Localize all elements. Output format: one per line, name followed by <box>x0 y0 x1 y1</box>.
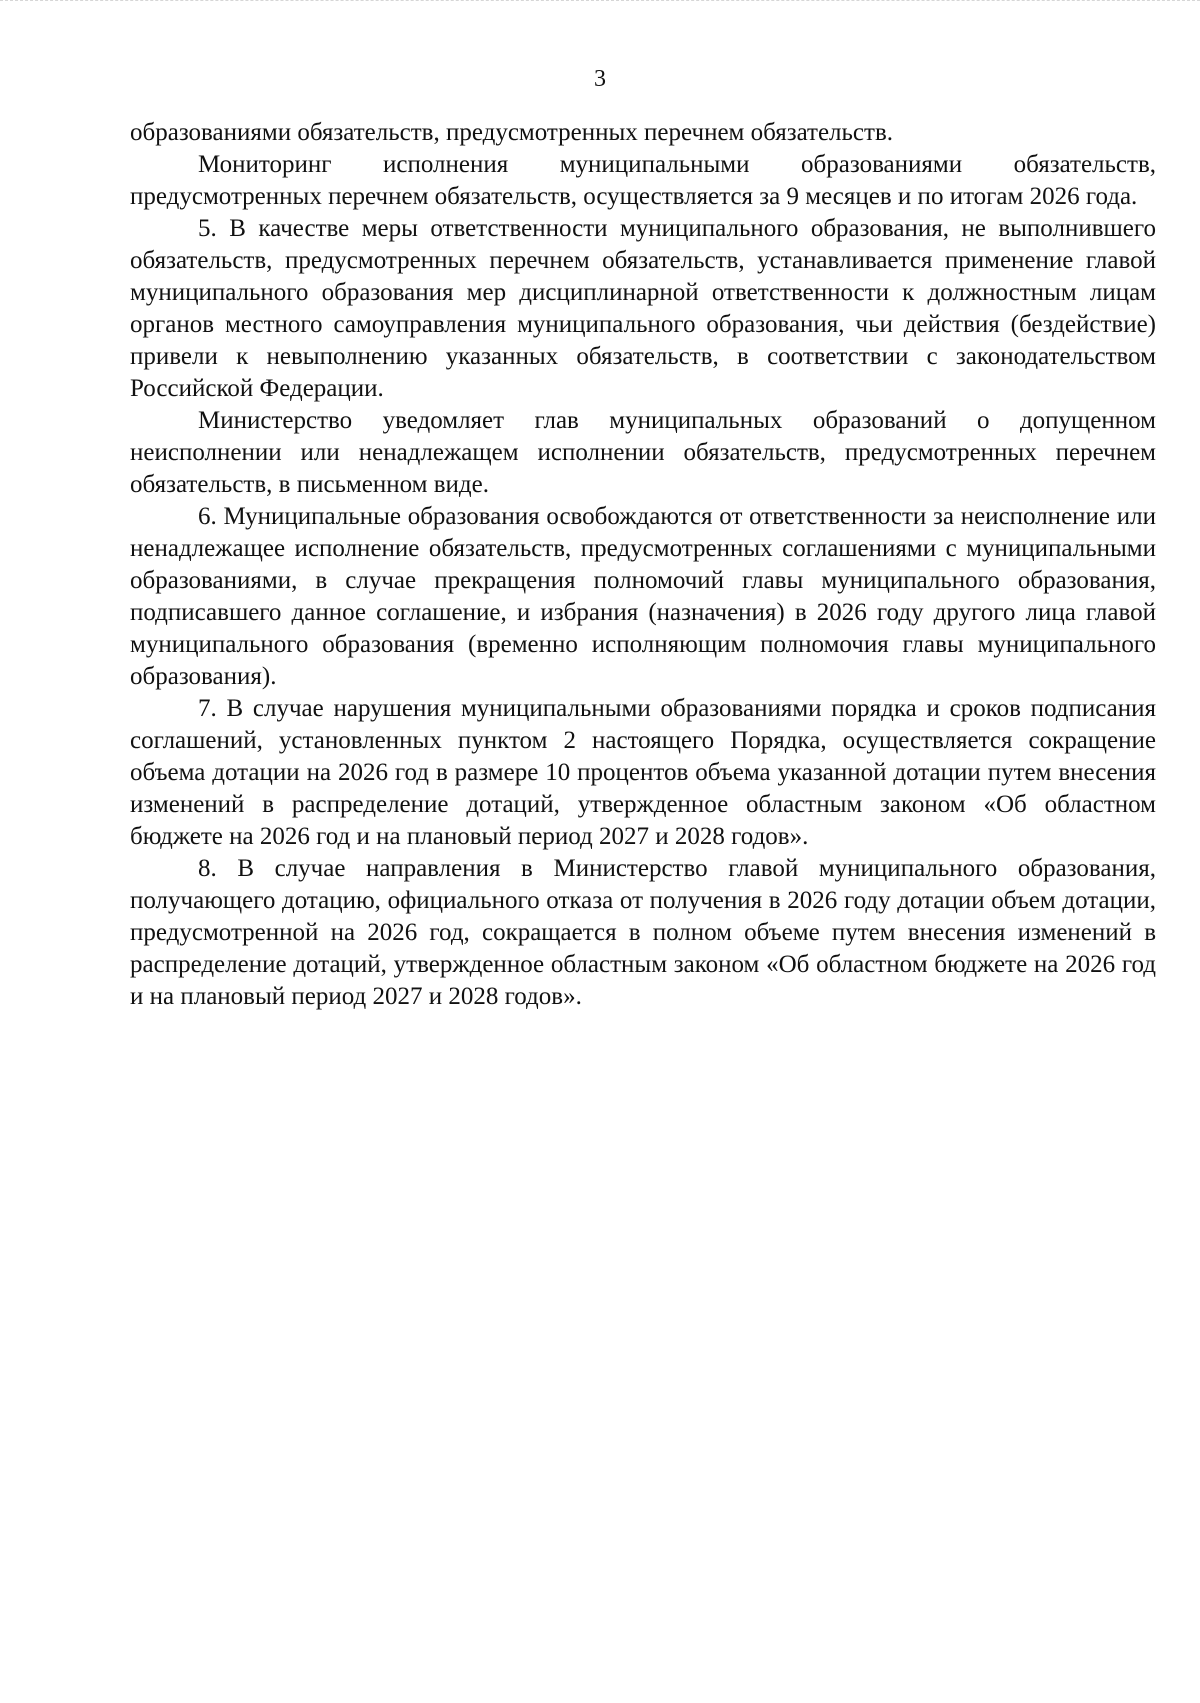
paragraph-item-7: 7. В случае нарушения муниципальными образованиями порядка и сроков подписания соглашений, установленных пунктом 2 настоящего Порядка, осуществляется сокращение объема дотации на 2026 год в размере 10 процентов объема указанной дотации путем внесения изменений в распределение дотаций, утвержденное областным законом «Об областном бюджете на 2026 год и на плановый период 2027 и 2028 годов». <box>130 695 1156 850</box>
paragraph-continuation: образованиями обязательств, предусмотренных перечнем обязательств. <box>130 119 894 146</box>
paragraph-item-5: 5. В качестве меры ответственности муниципального образования, не выполнившего обязательств, предусмотренных перечнем обязательств, устанавливается применение главой муниципального образования мер дисциплинарной ответственности к должностным лицам органов местного самоуправления муниципального образования, чьи действия (бездействие) привели к невыполнению указанных обязательств, в соответствии с законодательством Российской Федерации. <box>130 215 1156 402</box>
paragraph-item-6: 6. Муниципальные образования освобождаются от ответственности за неисполнение или ненадлежащее исполнение обязательств, предусмотренных соглашениями с муниципальными образованиями, в случае прекращения полномочий главы муниципального образования, подписавшего данное соглашение, и избрания (назначения) в 2026 году другого лица главой муниципального образования (временно исполняющим полномочия главы муниципального образования). <box>130 503 1156 690</box>
paragraph-ministry-notice: Министерство уведомляет глав муниципальных образований о допущенном неисполнении или ненадлежащем исполнении обязательств, предусмотренных перечнем обязательств, в письменном виде. <box>130 407 1156 498</box>
scan-edge-line <box>0 0 1200 4</box>
page-number: 3 <box>594 66 606 92</box>
paragraph-item-8: 8. В случае направления в Министерство главой муниципального образования, получающего дотацию, официального отказа от получения в 2026 году дотации объем дотации, предусмотренной на 2026 год, сокращается в полном объеме путем внесения изменений в распределение дотаций, утвержденное областным законом «Об областном бюджете на 2026 год и на плановый период 2027 и 2028 годов». <box>130 855 1156 1010</box>
paragraph-monitoring: Мониторинг исполнения муниципальными образованиями обязательств, предусмотренных перечнем обязательств, осуществляется за 9 месяцев и по итогам 2026 года. <box>130 151 1156 210</box>
document-body <box>130 117 1156 1013</box>
